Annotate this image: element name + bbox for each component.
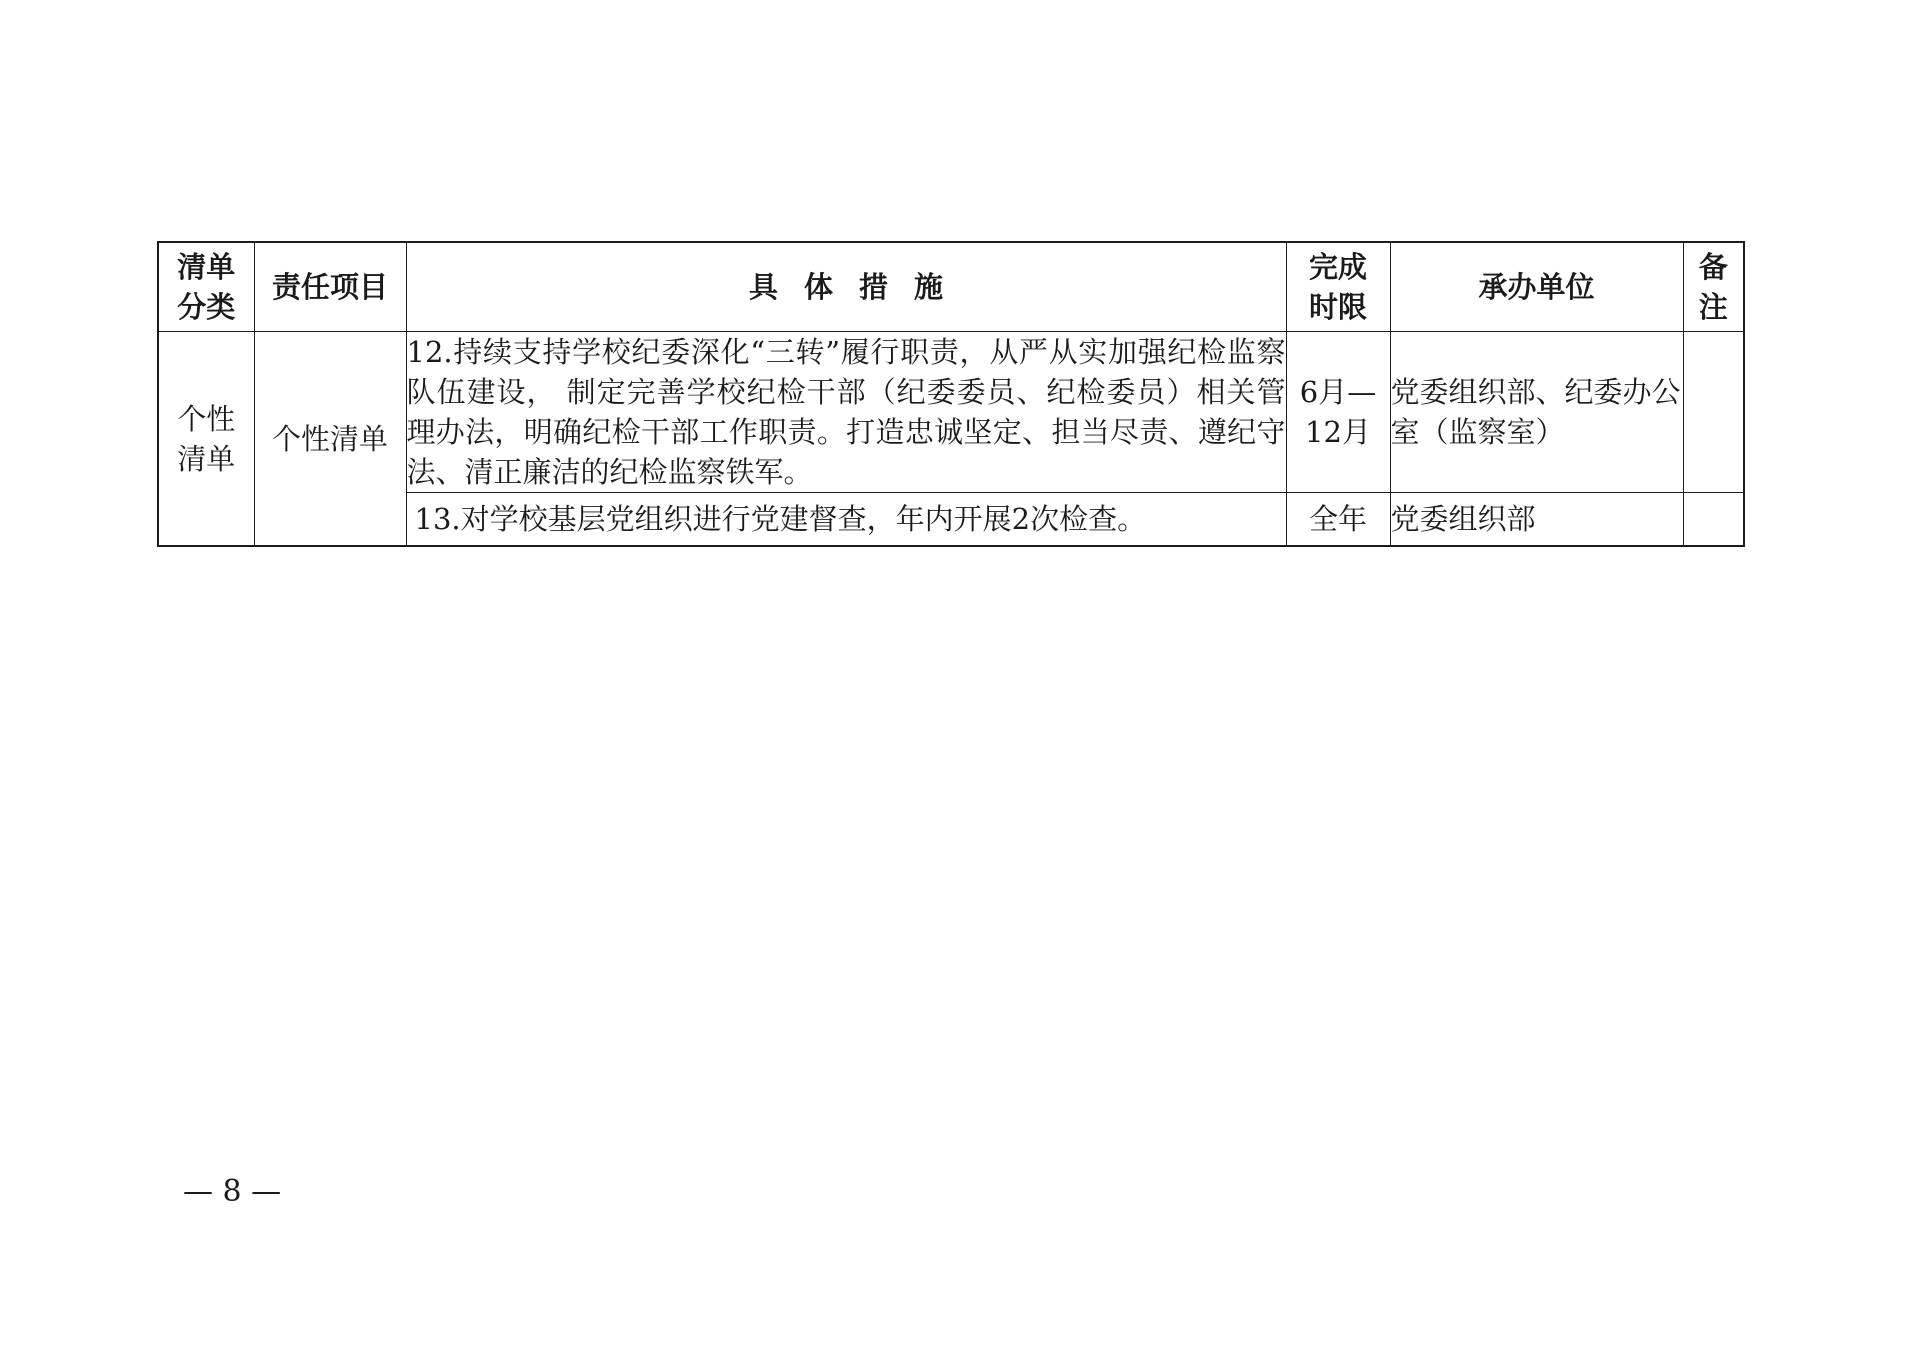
unit-cell: 党委组织部 <box>1390 493 1683 547</box>
header-measures: 具体措施 <box>406 242 1286 332</box>
category-cell: 个性清单 <box>158 332 254 547</box>
table-row <box>158 332 1744 493</box>
table-header-row <box>158 242 1744 332</box>
header-unit: 承办单位 <box>1390 242 1683 332</box>
header-category: 清单分类 <box>158 242 254 332</box>
measure-cell: 12.持续支持学校纪委深化“三转”履行职责，从严从实加强纪检监察队伍建设， 制定完善学校纪检干部（纪委委员、纪检委员）相关管理办法，明确纪检干部工作职责。打造忠诚坚定、担当尽责、遵纪守法、清正廉洁的纪检监察铁军。 <box>406 332 1286 493</box>
remark-cell <box>1683 493 1744 547</box>
unit-cell: 党委组织部、纪委办公室（监察室） <box>1390 332 1683 493</box>
deadline-cell: 全年 <box>1286 493 1390 547</box>
measure-cell: 13.对学校基层党组织进行党建督查，年内开展2次检查。 <box>406 493 1286 547</box>
header-deadline: 完成时限 <box>1286 242 1390 332</box>
deadline-cell: 6月—12月 <box>1286 332 1390 493</box>
project-cell: 个性清单 <box>254 332 406 547</box>
header-remark: 备注 <box>1683 242 1744 332</box>
page-number: — 8 — <box>183 1174 282 1209</box>
remark-cell <box>1683 332 1744 493</box>
responsibility-list-table <box>157 241 1745 547</box>
header-project: 责任项目 <box>254 242 406 332</box>
